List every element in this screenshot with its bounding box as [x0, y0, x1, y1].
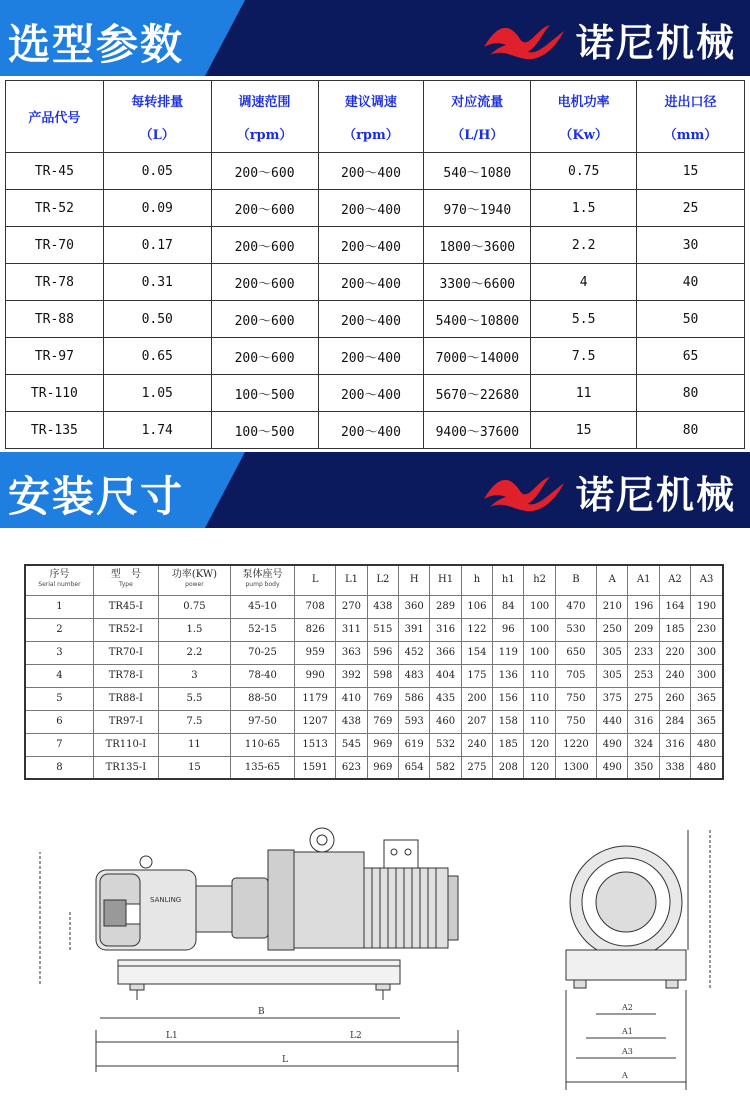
brand-swoosh-icon — [480, 17, 568, 61]
brand-logo — [480, 466, 736, 516]
dim-header-cell: B — [555, 565, 596, 595]
spec-cell: TR-52 — [6, 190, 104, 227]
dim-cell: 826 — [295, 618, 336, 641]
dim-cell: 5 — [25, 687, 93, 710]
dim-cell: 100 — [524, 595, 555, 618]
dim-label-A2: A2 — [622, 1003, 633, 1012]
banner-accent-wedge — [205, 452, 245, 528]
dim-cell: TR97-Ⅰ — [93, 710, 158, 733]
dim-cell: 959 — [295, 641, 336, 664]
dim-cell: 196 — [628, 595, 659, 618]
dim-cell: 623 — [336, 756, 367, 779]
spec-cell: 200～600 — [211, 264, 318, 301]
dim-header-cell: 型 号 Type — [93, 565, 158, 595]
spec-row — [6, 412, 745, 449]
dim-cell: 1591 — [295, 756, 336, 779]
front-view — [566, 830, 710, 1090]
dim-cell: 158 — [493, 710, 524, 733]
spec-cell: 200～400 — [318, 264, 424, 301]
dim-cell: 305 — [597, 664, 628, 687]
spec-cell: 200～400 — [318, 301, 424, 338]
dim-header-cell: L2 — [367, 565, 398, 595]
dim-cell: 391 — [399, 618, 430, 641]
dim-row — [25, 710, 723, 733]
foot — [130, 984, 144, 990]
spec-cell: 65 — [637, 338, 745, 375]
dim-cell: 582 — [430, 756, 461, 779]
spec-cell: 7000～14000 — [424, 338, 531, 375]
dim-cell: 324 — [628, 733, 659, 756]
dim-header-cell: A3 — [691, 565, 723, 595]
dim-cell: 750 — [555, 710, 596, 733]
spec-cell: 200～400 — [318, 190, 424, 227]
dim-cell: 120 — [524, 733, 555, 756]
front-base — [566, 950, 686, 980]
spec-header-cell: 建议调速 （rpm） — [318, 81, 424, 153]
dim-cell: 360 — [399, 595, 430, 618]
dim-cell: TR88-Ⅰ — [93, 687, 158, 710]
dim-cell: 338 — [659, 756, 690, 779]
dim-cell: 110-65 — [231, 733, 295, 756]
dim-cell: 45-10 — [231, 595, 295, 618]
dim-header-cell: 序号 Serial number — [25, 565, 93, 595]
dim-cell: 480 — [691, 733, 723, 756]
spec-cell: 200～400 — [318, 412, 424, 449]
spec-cell: 100～500 — [211, 375, 318, 412]
dim-cell: 438 — [367, 595, 398, 618]
dim-cell: 6 — [25, 710, 93, 733]
dim-cell: 185 — [659, 618, 690, 641]
dim-label-B: B — [258, 1007, 265, 1017]
motor — [364, 868, 448, 948]
dim-cell: 100 — [524, 641, 555, 664]
dim-cell: 532 — [430, 733, 461, 756]
spec-cell: 1800～3600 — [424, 227, 531, 264]
dim-cell: 769 — [367, 710, 398, 733]
dim-cell: 100 — [524, 618, 555, 641]
dim-cell: 375 — [597, 687, 628, 710]
spec-cell: 200～600 — [211, 153, 318, 190]
dim-cell: 1220 — [555, 733, 596, 756]
spec-cell: 30 — [637, 227, 745, 264]
dim-cell: 969 — [367, 756, 398, 779]
dim-label-L2: L2 — [350, 1031, 362, 1041]
dim-header-cell: 功率(KW) power — [158, 565, 230, 595]
dim-cell: 490 — [597, 733, 628, 756]
spec-cell: TR-97 — [6, 338, 104, 375]
dim-label-A1: A1 — [622, 1027, 633, 1036]
lifting-eye — [140, 856, 152, 868]
dim-cell: 452 — [399, 641, 430, 664]
spec-cell: 1.74 — [103, 412, 211, 449]
dim-cell: 275 — [461, 756, 492, 779]
dim-cell: 11 — [158, 733, 230, 756]
spec-cell: 1.5 — [531, 190, 637, 227]
dim-cell: 654 — [399, 756, 430, 779]
spec-cell: 0.31 — [103, 264, 211, 301]
spec-table — [5, 80, 745, 449]
dim-cell: 122 — [461, 618, 492, 641]
dim-cell: 440 — [597, 710, 628, 733]
dim-header-cell: H1 — [430, 565, 461, 595]
dim-row — [25, 664, 723, 687]
spec-cell: 200～400 — [318, 227, 424, 264]
dim-cell: 300 — [691, 641, 723, 664]
spec-cell: 970～1940 — [424, 190, 531, 227]
dim-cell: 110 — [524, 687, 555, 710]
dim-cell: 270 — [336, 595, 367, 618]
dim-cell: 305 — [597, 641, 628, 664]
dim-cell: 650 — [555, 641, 596, 664]
dim-cell: 110 — [524, 710, 555, 733]
dim-header-cell: L — [295, 565, 336, 595]
dim-cell: 460 — [430, 710, 461, 733]
banner-accent-wedge — [205, 0, 245, 76]
dim-cell: 3 — [158, 664, 230, 687]
spec-row — [6, 338, 745, 375]
dim-cell: 316 — [628, 710, 659, 733]
dim-cell: 154 — [461, 641, 492, 664]
dim-header-cell: L1 — [336, 565, 367, 595]
dim-header-cell: h1 — [493, 565, 524, 595]
spec-cell: TR-70 — [6, 227, 104, 264]
dim-cell: 300 — [691, 664, 723, 687]
spec-row — [6, 190, 745, 227]
dim-cell: 84 — [493, 595, 524, 618]
dim-cell: 70-25 — [231, 641, 295, 664]
dim-label-L: L — [282, 1055, 288, 1065]
dim-row — [25, 641, 723, 664]
dim-cell: 207 — [461, 710, 492, 733]
spec-cell: 200～600 — [211, 227, 318, 264]
dim-cell: 350 — [628, 756, 659, 779]
dim-header-cell: A — [597, 565, 628, 595]
dim-cell: 250 — [597, 618, 628, 641]
dim-cell: 435 — [430, 687, 461, 710]
dim-cell: 470 — [555, 595, 596, 618]
brand-name: 诺尼机械 — [575, 20, 736, 65]
dim-cell: 598 — [367, 664, 398, 687]
dim-cell: 769 — [367, 687, 398, 710]
dim-cell: 209 — [628, 618, 659, 641]
dim-cell: 410 — [336, 687, 367, 710]
dim-cell: 200 — [461, 687, 492, 710]
dim-cell: 5.5 — [158, 687, 230, 710]
foot — [376, 984, 390, 990]
dim-cell: 1 — [25, 595, 93, 618]
dim-cell: 990 — [295, 664, 336, 687]
dim-cell: 596 — [367, 641, 398, 664]
dim-header-cell: h2 — [524, 565, 555, 595]
spec-cell: TR-88 — [6, 301, 104, 338]
spec-cell: 0.09 — [103, 190, 211, 227]
spec-row — [6, 375, 745, 412]
brand-logo — [480, 14, 736, 64]
dim-row — [25, 618, 723, 641]
dim-cell: 275 — [628, 687, 659, 710]
dim-cell: 708 — [295, 595, 336, 618]
spec-cell: 0.75 — [531, 153, 637, 190]
spec-row — [6, 301, 745, 338]
spec-cell: 200～400 — [318, 375, 424, 412]
dim-cell: 750 — [555, 687, 596, 710]
dim-cell: 8 — [25, 756, 93, 779]
dim-label-A: A — [622, 1071, 628, 1080]
dimension-table — [24, 564, 724, 780]
section-banner-spec — [0, 0, 750, 76]
brand-name: 诺尼机械 — [575, 472, 736, 517]
dim-cell: 2 — [25, 618, 93, 641]
dim-cell: 220 — [659, 641, 690, 664]
dim-cell: 2.2 — [158, 641, 230, 664]
dim-header-row — [25, 565, 723, 595]
dim-cell: 1.5 — [158, 618, 230, 641]
dim-cell: 120 — [524, 756, 555, 779]
dim-cell: TR45-Ⅰ — [93, 595, 158, 618]
spec-cell: 100～500 — [211, 412, 318, 449]
spec-cell: 540～1080 — [424, 153, 531, 190]
dim-label-A3: A3 — [622, 1047, 633, 1056]
installation-drawing — [0, 790, 750, 1110]
dim-cell: 253 — [628, 664, 659, 687]
dim-cell: 96 — [493, 618, 524, 641]
dim-cell: 586 — [399, 687, 430, 710]
spec-cell: 25 — [637, 190, 745, 227]
coupling — [232, 878, 268, 938]
dim-cell: 289 — [430, 595, 461, 618]
dim-cell: 438 — [336, 710, 367, 733]
spec-row — [6, 264, 745, 301]
dim-cell: 593 — [399, 710, 430, 733]
spec-cell: TR-78 — [6, 264, 104, 301]
spec-cell: 50 — [637, 301, 745, 338]
spec-cell: 80 — [637, 375, 745, 412]
dim-cell: 515 — [367, 618, 398, 641]
dim-cell: 490 — [597, 756, 628, 779]
dim-cell: 311 — [336, 618, 367, 641]
spec-cell: 11 — [531, 375, 637, 412]
section-banner-install — [0, 452, 750, 528]
dim-cell: 404 — [430, 664, 461, 687]
dim-cell: TR52-Ⅰ — [93, 618, 158, 641]
dim-cell: 156 — [493, 687, 524, 710]
dim-cell: 1300 — [555, 756, 596, 779]
spec-cell: 0.17 — [103, 227, 211, 264]
dim-header-cell: h — [461, 565, 492, 595]
side-view — [40, 828, 458, 1072]
dim-cell: 530 — [555, 618, 596, 641]
gearbox — [294, 852, 364, 948]
dim-row — [25, 687, 723, 710]
dim-cell: 106 — [461, 595, 492, 618]
dim-cell: 208 — [493, 756, 524, 779]
section-title: 安装尺寸 — [8, 472, 185, 521]
dim-cell: 705 — [555, 664, 596, 687]
spec-header-cell: 调速范围 （rpm） — [211, 81, 318, 153]
dim-cell: 365 — [691, 710, 723, 733]
spec-cell: 5670～22680 — [424, 375, 531, 412]
spec-cell: 200～600 — [211, 301, 318, 338]
spec-cell: 3300～6600 — [424, 264, 531, 301]
spec-cell: 200～600 — [211, 338, 318, 375]
dim-cell: 240 — [659, 664, 690, 687]
dim-cell: 4 — [25, 664, 93, 687]
dim-cell: 136 — [493, 664, 524, 687]
spec-cell: 0.50 — [103, 301, 211, 338]
dim-header-cell: A2 — [659, 565, 690, 595]
dim-cell: 0.75 — [158, 595, 230, 618]
spec-row — [6, 227, 745, 264]
dim-cell: 969 — [367, 733, 398, 756]
dim-cell: 240 — [461, 733, 492, 756]
dim-cell: 88-50 — [231, 687, 295, 710]
dim-cell: 1179 — [295, 687, 336, 710]
spec-cell: 40 — [637, 264, 745, 301]
spec-cell: 15 — [637, 153, 745, 190]
spec-cell: 200～400 — [318, 338, 424, 375]
dim-cell: 135-65 — [231, 756, 295, 779]
dim-cell: TR110-Ⅰ — [93, 733, 158, 756]
spec-cell: 15 — [531, 412, 637, 449]
spec-header-cell: 进出口径 （mm） — [637, 81, 745, 153]
spec-cell: TR-110 — [6, 375, 104, 412]
dim-cell: 480 — [691, 756, 723, 779]
spec-cell: 4 — [531, 264, 637, 301]
dim-cell: TR78-Ⅰ — [93, 664, 158, 687]
dim-cell: 316 — [659, 733, 690, 756]
spec-header-cell: 产品代号 — [6, 81, 104, 153]
dim-row — [25, 595, 723, 618]
pump-brand-label: SANLING — [150, 896, 182, 904]
dim-cell: 164 — [659, 595, 690, 618]
dim-cell: 284 — [659, 710, 690, 733]
spec-header-row — [6, 81, 745, 153]
terminal-box — [384, 840, 418, 868]
spec-cell: TR-45 — [6, 153, 104, 190]
spec-cell: 80 — [637, 412, 745, 449]
dim-cell: 619 — [399, 733, 430, 756]
dim-cell: 175 — [461, 664, 492, 687]
spec-header-cell: 每转排量 （L） — [103, 81, 211, 153]
spec-cell: 2.2 — [531, 227, 637, 264]
dim-cell: TR70-Ⅰ — [93, 641, 158, 664]
spec-cell: 5.5 — [531, 301, 637, 338]
dim-cell: 7 — [25, 733, 93, 756]
dim-cell: 3 — [25, 641, 93, 664]
dim-cell: 233 — [628, 641, 659, 664]
dim-cell: 97-50 — [231, 710, 295, 733]
dim-cell: 110 — [524, 664, 555, 687]
dim-cell: 366 — [430, 641, 461, 664]
spec-cell: 200～400 — [318, 153, 424, 190]
dim-cell: 392 — [336, 664, 367, 687]
spec-cell: 1.05 — [103, 375, 211, 412]
spec-cell: 5400～10800 — [424, 301, 531, 338]
dim-cell: TR135-Ⅰ — [93, 756, 158, 779]
spec-row — [6, 153, 745, 190]
spec-cell: 7.5 — [531, 338, 637, 375]
dim-cell: 190 — [691, 595, 723, 618]
dim-cell: 119 — [493, 641, 524, 664]
spec-cell: 200～600 — [211, 190, 318, 227]
dim-row — [25, 756, 723, 779]
dim-cell: 316 — [430, 618, 461, 641]
spec-cell: 0.05 — [103, 153, 211, 190]
dim-cell: 365 — [691, 687, 723, 710]
dim-cell: 363 — [336, 641, 367, 664]
dim-cell: 52-15 — [231, 618, 295, 641]
dim-cell: 15 — [158, 756, 230, 779]
dim-label-L1: L1 — [166, 1031, 178, 1041]
spec-cell: TR-135 — [6, 412, 104, 449]
dim-cell: 230 — [691, 618, 723, 641]
dim-cell: 1207 — [295, 710, 336, 733]
spec-cell: 0.65 — [103, 338, 211, 375]
dim-header-cell: 泵体座号 pump body — [231, 565, 295, 595]
dim-header-cell: A1 — [628, 565, 659, 595]
brand-swoosh-icon — [480, 469, 568, 513]
spec-header-cell: 对应流量 （L/H） — [424, 81, 531, 153]
spec-cell: 9400～37600 — [424, 412, 531, 449]
dim-cell: 483 — [399, 664, 430, 687]
dim-cell: 7.5 — [158, 710, 230, 733]
spec-header-cell: 电机功率 （Kw） — [531, 81, 637, 153]
dim-header-cell: H — [399, 565, 430, 595]
dim-cell: 260 — [659, 687, 690, 710]
dim-cell: 78-40 — [231, 664, 295, 687]
dim-cell: 1513 — [295, 733, 336, 756]
section-title: 选型参数 — [8, 20, 185, 69]
base-frame — [118, 960, 400, 984]
dim-row — [25, 733, 723, 756]
dim-cell: 210 — [597, 595, 628, 618]
dim-cell: 185 — [493, 733, 524, 756]
dim-cell: 545 — [336, 733, 367, 756]
